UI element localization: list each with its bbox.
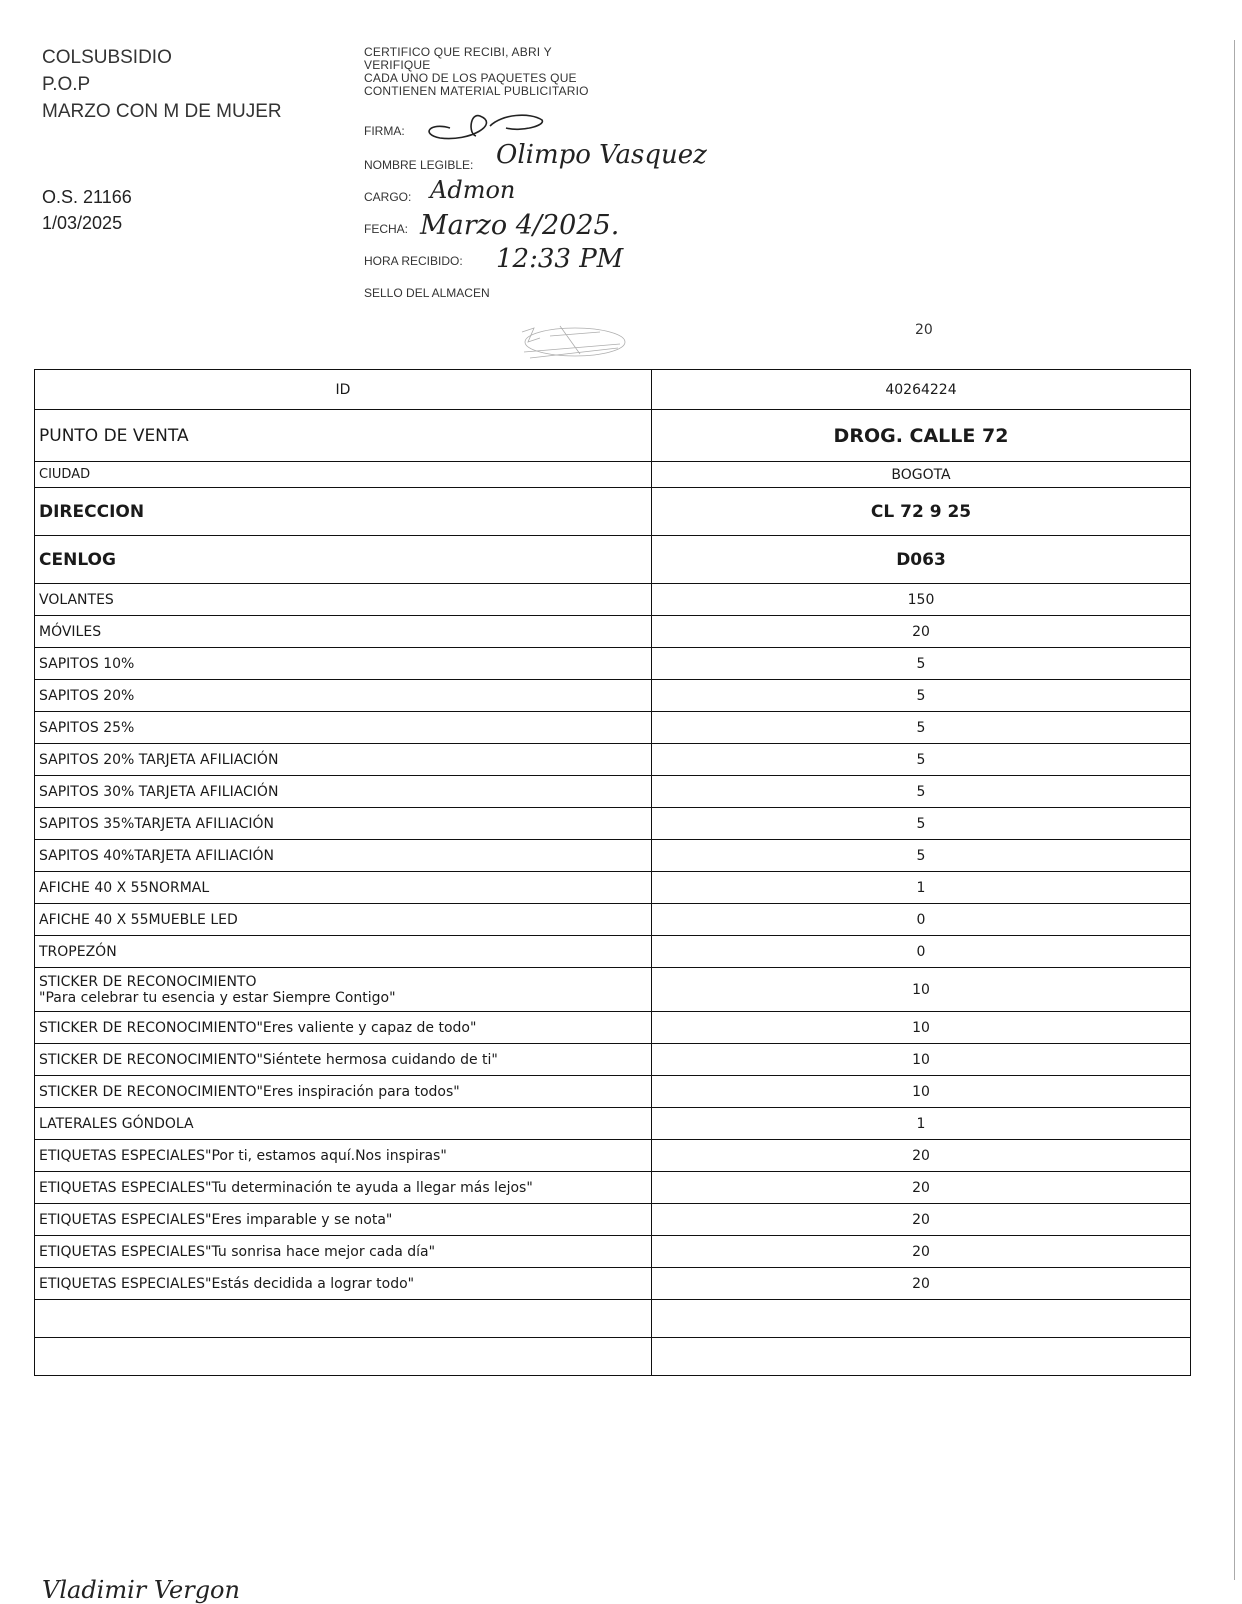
row-value: 20 [652, 1236, 1191, 1268]
row-label [35, 1140, 652, 1172]
hora-value: 12:33 PM [496, 244, 624, 274]
row-label [35, 1204, 652, 1236]
row-label-text: DIRECCION [39, 501, 145, 522]
company-name: COLSUBSIDIO [42, 47, 172, 68]
table-row [35, 712, 1191, 744]
fecha-value: Marzo 4/2025. [420, 210, 620, 241]
table-row [35, 1012, 1191, 1044]
nombre-value: Olimpo Vasquez [496, 140, 707, 170]
table-row [35, 648, 1191, 680]
table-row [35, 904, 1191, 936]
row-value: CL 72 9 25 [652, 488, 1191, 536]
row-label-text: AFICHE 40 X 55MUEBLE LED [39, 911, 238, 928]
row-value: 5 [652, 680, 1191, 712]
bottom-signature [42, 1576, 240, 1604]
row-value [652, 1300, 1191, 1338]
row-label-text: AFICHE 40 X 55NORMAL [39, 879, 210, 896]
row-label [35, 488, 652, 536]
row-value: 1 [652, 872, 1191, 904]
row-label [35, 840, 652, 872]
row-label [35, 1268, 652, 1300]
row-label-subtext: "Para celebrar tu esencia y estar Siempre Contigo" [39, 989, 396, 1006]
row-label [35, 584, 652, 616]
certificate-line: CERTIFICO QUE RECIBI, ABRI Y [364, 45, 552, 59]
certificate-line: CADA UNO DE LOS PAQUETES QUE [364, 71, 577, 85]
row-label-text: ETIQUETAS ESPECIALES"Tu sonrisa hace mejor cada día" [39, 1243, 436, 1260]
certificate-block [364, 46, 589, 98]
table-row [35, 680, 1191, 712]
row-label [35, 1044, 652, 1076]
row-label [35, 712, 652, 744]
table-row [35, 410, 1191, 462]
row-value: 5 [652, 712, 1191, 744]
row-label-text: STICKER DE RECONOCIMIENTO"Eres inspiración para todos" [39, 1083, 460, 1100]
table-row [35, 1140, 1191, 1172]
row-label-text: ETIQUETAS ESPECIALES"Tu determinación te ayuda a llegar más lejos" [39, 1179, 533, 1196]
row-label [35, 1012, 652, 1044]
row-label [35, 776, 652, 808]
row-value: 10 [652, 1044, 1191, 1076]
table-row [35, 1204, 1191, 1236]
row-label-text: SAPITOS 10% [39, 655, 135, 672]
row-label-text: SAPITOS 20% TARJETA AFILIACIÓN [39, 751, 279, 768]
cargo-value: Admon [430, 176, 516, 204]
row-value: BOGOTA [652, 462, 1191, 488]
items-table [34, 369, 1191, 1376]
fecha-label: FECHA: [364, 222, 409, 236]
row-value: 5 [652, 744, 1191, 776]
row-value: DROG. CALLE 72 [652, 410, 1191, 462]
table-row [35, 462, 1191, 488]
row-label-text: CENLOG [39, 549, 116, 570]
scan-edge-line [1234, 40, 1235, 1580]
row-label [35, 462, 652, 488]
row-value: 10 [652, 1076, 1191, 1108]
row-label [35, 370, 652, 410]
table-row [35, 1172, 1191, 1204]
row-label [35, 872, 652, 904]
firma-label: FIRMA: [364, 124, 405, 138]
order-number: O.S. 21166 [42, 187, 132, 207]
row-label-text: ID [335, 381, 351, 398]
sello-label: SELLO DEL ALMACEN [364, 286, 490, 300]
row-label [35, 744, 652, 776]
nombre-label: NOMBRE LEGIBLE: [364, 158, 474, 172]
row-label-text: CIUDAD [39, 467, 91, 482]
row-label [35, 410, 652, 462]
row-label [35, 904, 652, 936]
row-value: 0 [652, 936, 1191, 968]
table-row [35, 584, 1191, 616]
certificate-line: VERIFIQUE [364, 58, 431, 72]
bottom-signature-text: Vladimir Vergon [42, 1576, 240, 1604]
row-label-text: PUNTO DE VENTA [39, 425, 189, 446]
table-row [35, 616, 1191, 648]
row-label [35, 1108, 652, 1140]
row-value: 20 [652, 616, 1191, 648]
table-row [35, 808, 1191, 840]
table-row [35, 968, 1191, 1012]
row-value: D063 [652, 536, 1191, 584]
table-row [35, 370, 1191, 410]
table-row [35, 1236, 1191, 1268]
row-value: 0 [652, 904, 1191, 936]
certificate-line: CONTIENEN MATERIAL PUBLICITARIO [364, 84, 589, 98]
cargo-label: CARGO: [364, 190, 412, 204]
row-label [35, 1338, 652, 1376]
row-value: 10 [652, 1012, 1191, 1044]
row-label-text: SAPITOS 20% [39, 687, 135, 704]
order-date: 1/03/2025 [42, 213, 123, 233]
row-value: 5 [652, 808, 1191, 840]
row-value: 1 [652, 1108, 1191, 1140]
row-value: 5 [652, 648, 1191, 680]
table-row [35, 1044, 1191, 1076]
row-label [35, 936, 652, 968]
row-label [35, 808, 652, 840]
row-value: 20 [652, 1140, 1191, 1172]
row-label-text: MÓVILES [39, 623, 102, 640]
row-label-text: ETIQUETAS ESPECIALES"Estás decidida a lograr todo" [39, 1275, 415, 1292]
row-value: 20 [652, 1172, 1191, 1204]
store-stamp-image [520, 318, 630, 366]
table-row [35, 1338, 1191, 1376]
header-line-2: P.O.P [42, 74, 91, 95]
row-value: 10 [652, 968, 1191, 1012]
row-label-text: STICKER DE RECONOCIMIENTO"Siéntete hermosa cuidando de ti" [39, 1051, 498, 1068]
firma-signature [410, 104, 550, 144]
row-label [35, 1300, 652, 1338]
row-value: 150 [652, 584, 1191, 616]
hora-label: HORA RECIBIDO: [364, 254, 463, 268]
row-value: 20 [652, 1204, 1191, 1236]
table-row [35, 536, 1191, 584]
table-row [35, 1108, 1191, 1140]
page-count: 20 [915, 322, 933, 338]
row-label-text: VOLANTES [39, 591, 114, 608]
row-label-text: STICKER DE RECONOCIMIENTO"Eres valiente y capaz de todo" [39, 1019, 477, 1036]
row-label-text: SAPITOS 35%TARJETA AFILIACIÓN [39, 815, 274, 832]
table-row [35, 744, 1191, 776]
row-label [35, 648, 652, 680]
row-label [35, 536, 652, 584]
row-label-text: SAPITOS 40%TARJETA AFILIACIÓN [39, 847, 274, 864]
row-value: 40264224 [652, 370, 1191, 410]
row-label [35, 680, 652, 712]
row-value [652, 1338, 1191, 1376]
table-row [35, 936, 1191, 968]
table-row [35, 488, 1191, 536]
row-label-text: LATERALES GÓNDOLA [39, 1115, 194, 1132]
table-row [35, 840, 1191, 872]
table-row [35, 1300, 1191, 1338]
row-label [35, 1076, 652, 1108]
row-label [35, 968, 652, 1012]
table-row [35, 1076, 1191, 1108]
row-value: 5 [652, 840, 1191, 872]
row-label-text: ETIQUETAS ESPECIALES"Por ti, estamos aquí.Nos inspiras" [39, 1147, 447, 1164]
row-label [35, 1236, 652, 1268]
row-label-text: ETIQUETAS ESPECIALES"Eres imparable y se nota" [39, 1211, 393, 1228]
row-label-text: SAPITOS 30% TARJETA AFILIACIÓN [39, 783, 279, 800]
row-label [35, 616, 652, 648]
header-block [42, 44, 282, 233]
row-value: 20 [652, 1268, 1191, 1300]
row-label [35, 1172, 652, 1204]
table-row [35, 1268, 1191, 1300]
campaign-name: MARZO CON M DE MUJER [42, 101, 282, 122]
table-row [35, 776, 1191, 808]
table-row [35, 872, 1191, 904]
row-value: 5 [652, 776, 1191, 808]
row-label-text: STICKER DE RECONOCIMIENTO [39, 973, 257, 990]
row-label-text: TROPEZÓN [39, 943, 117, 960]
row-label-text: SAPITOS 25% [39, 719, 135, 736]
